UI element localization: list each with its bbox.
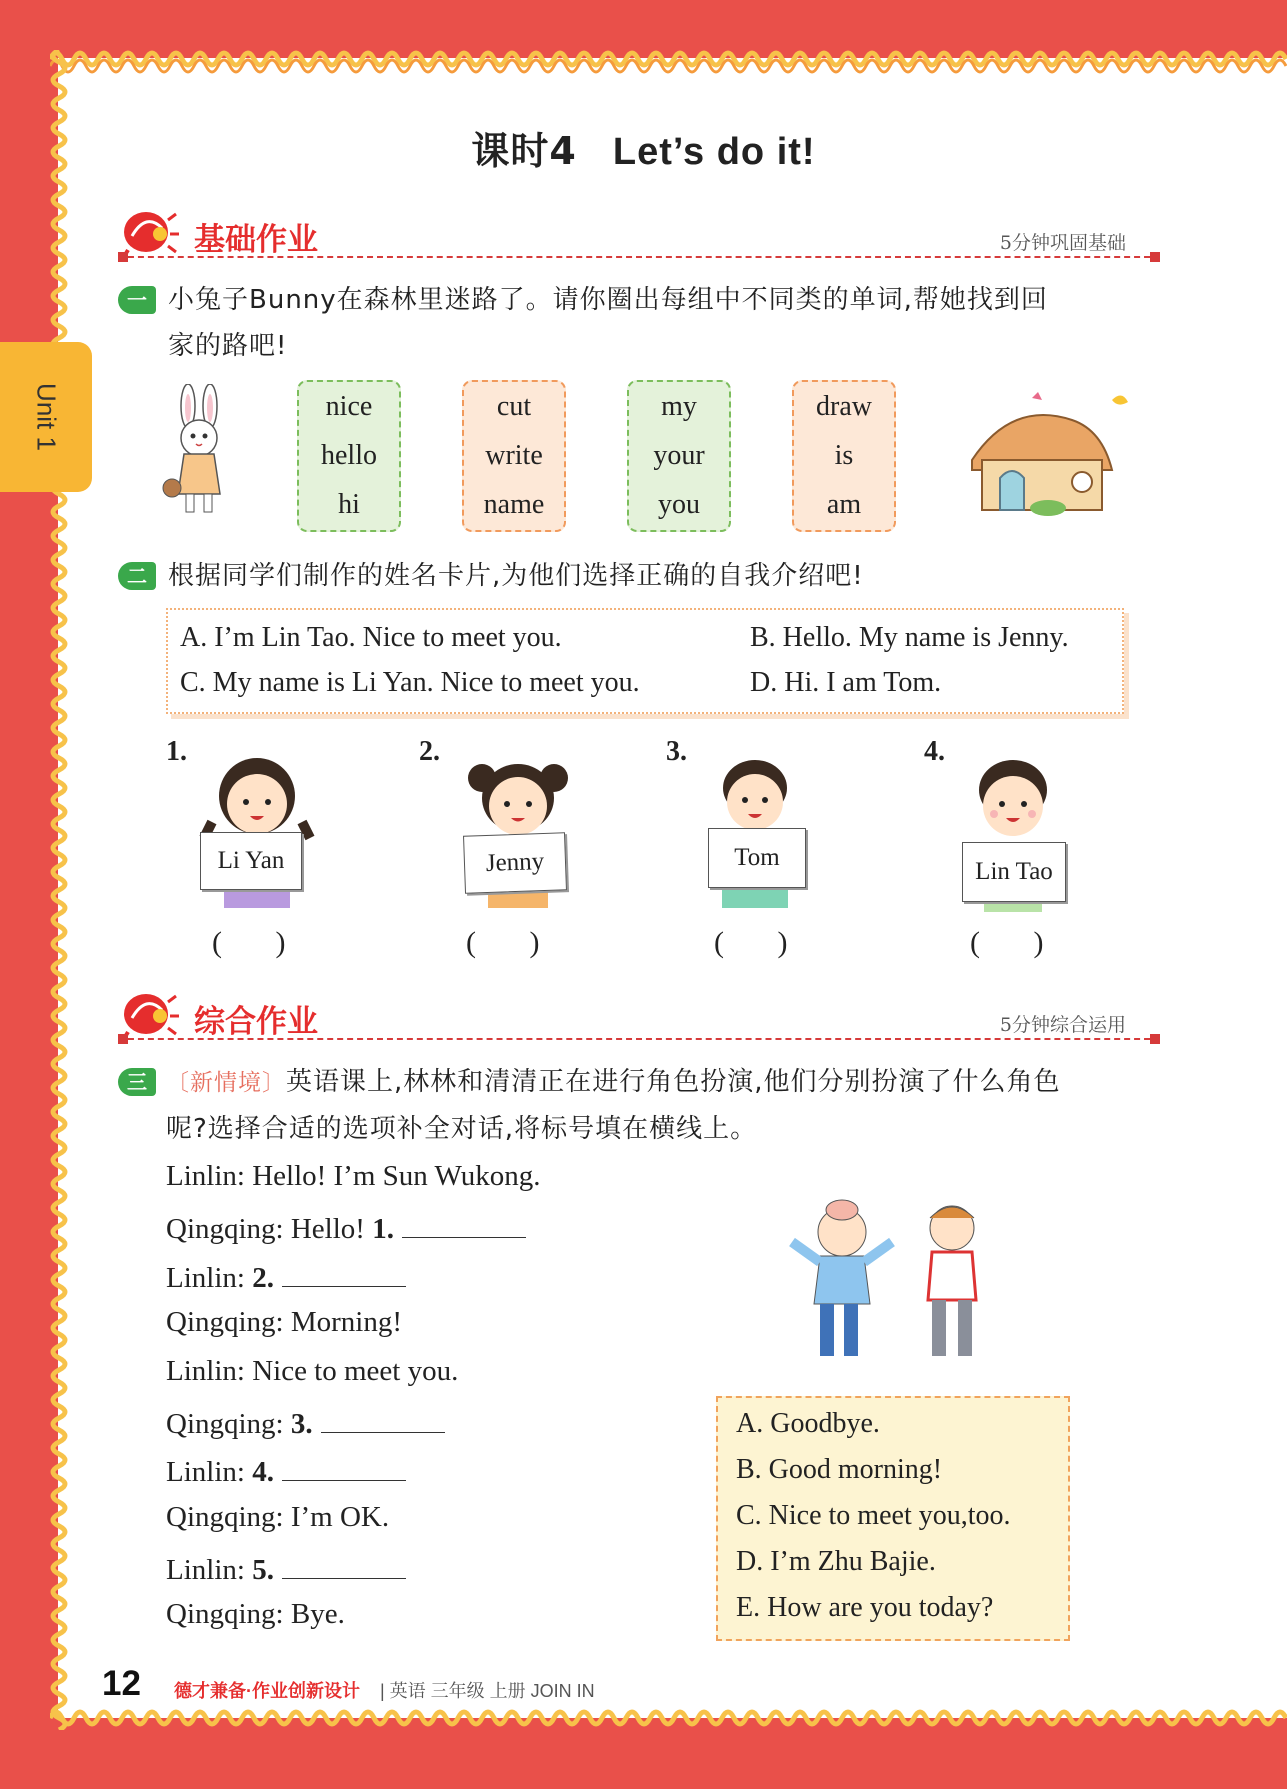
kid-number: 3. — [666, 736, 687, 767]
word-card-group-2 — [462, 380, 566, 532]
option-a: A. I’m Lin Tao. Nice to meet you. — [180, 622, 562, 653]
answer-blank[interactable] — [282, 1258, 406, 1287]
answer-blank[interactable] — [402, 1209, 526, 1238]
bunny-illustration — [158, 384, 244, 524]
page-title — [0, 120, 1287, 175]
unit-tab-label: Unit 1 — [31, 383, 62, 451]
question-badge-1: 一 — [118, 286, 156, 314]
word[interactable]: my — [661, 391, 697, 422]
divider-end-right — [1150, 1034, 1160, 1044]
question-1-text — [168, 277, 1168, 369]
dialogue-option-e: E. How are you today? — [736, 1592, 994, 1623]
kid-number: 1. — [166, 736, 187, 767]
dialogue-line: Linlin: Hello! I’m Sun Wukong. — [166, 1160, 541, 1192]
option-b: B. Hello. My name is Jenny. — [750, 622, 1069, 653]
word[interactable]: nice — [325, 391, 373, 422]
word[interactable]: hello — [321, 440, 377, 471]
dialogue-line: Linlin: 2. — [166, 1258, 406, 1295]
option-d: D. Hi. I am Tom. — [750, 667, 942, 698]
word[interactable]: is — [834, 440, 854, 471]
unit-tab[interactable] — [0, 342, 92, 492]
word[interactable]: cut — [496, 391, 532, 422]
question-3-line-2: 呢?选择合适的选项补全对话,将标号填在横线上。 — [166, 1114, 758, 1144]
answer-parens[interactable]: ( ) — [970, 926, 1044, 959]
lesson-number: 课时4 — [471, 129, 577, 173]
dialogue-line: Qingqing: Bye. — [166, 1598, 345, 1630]
wavy-border-bottom — [50, 1706, 1287, 1736]
option-c: C. My name is Li Yan. Nice to meet you. — [180, 667, 640, 698]
divider-end-left — [118, 252, 128, 262]
name-card-tom: Tom — [708, 828, 806, 888]
dialogue-line: Linlin: 5. — [166, 1550, 406, 1587]
lesson-title: Let’s do it! — [612, 131, 816, 173]
section-header-comprehensive — [118, 988, 1160, 1048]
word[interactable]: write — [485, 440, 543, 471]
question-1-line-1: 小兔子Bunny在森林里迷路了。请你圈出每组中不同类的单词,帮她找到回 — [168, 285, 1048, 315]
wavy-border-left — [44, 50, 74, 1730]
dialogue-line: Qingqing: I’m OK. — [166, 1501, 390, 1533]
word[interactable]: you — [658, 489, 700, 520]
section-divider — [118, 256, 1160, 258]
dialogue-line: Linlin: 4. — [166, 1452, 406, 1489]
dialogue-option-b: B. Good morning! — [736, 1454, 943, 1485]
word-card-group-1 — [297, 380, 401, 532]
name-card-jenny: Jenny — [463, 832, 567, 894]
intro-options-box — [166, 608, 1124, 714]
page-number: 12 — [102, 1664, 141, 1703]
new-context-tag: 〔新情境〕 — [166, 1070, 286, 1096]
question-3-line-1: 英语课上,林林和清清正在进行角色扮演,他们分别扮演了什么角色 — [286, 1067, 1061, 1097]
section-label: 基础作业 — [194, 222, 318, 258]
section-label: 综合作业 — [194, 1004, 318, 1040]
word[interactable]: name — [483, 489, 545, 520]
section-header-basic — [118, 206, 1160, 266]
page-footer — [102, 1664, 595, 1704]
name-card-lin-tao: Lin Tao — [962, 842, 1066, 902]
dialogue-option-d: D. I’m Zhu Bajie. — [736, 1546, 936, 1577]
dialogue-option-c: C. Nice to meet you,too. — [736, 1500, 1011, 1531]
house-illustration — [952, 390, 1132, 520]
answer-parens[interactable]: ( ) — [212, 926, 286, 959]
word[interactable]: hi — [338, 489, 360, 520]
word-card-group-4 — [792, 380, 896, 532]
word[interactable]: am — [826, 489, 862, 520]
name-card-li-yan: Li Yan — [200, 832, 302, 890]
footer-book-info: | 英语 三年级 上册 JOIN IN — [380, 1681, 595, 1701]
divider-end-left — [118, 1034, 128, 1044]
question-3-text — [166, 1059, 1176, 1152]
question-2-text: 根据同学们制作的姓名卡片,为他们选择正确的自我介绍吧! — [168, 561, 864, 591]
section-divider — [118, 1038, 1160, 1040]
dialogue-line: Linlin: Nice to meet you. — [166, 1355, 459, 1387]
word[interactable]: draw — [816, 391, 872, 422]
word-card-group-3 — [627, 380, 731, 532]
section-note: 5分钟巩固基础 — [999, 232, 1126, 254]
dialogue-line: Qingqing: Hello! 1. — [166, 1209, 526, 1246]
footer-brand: 德才兼备·作业创新设计 — [174, 1681, 360, 1701]
question-1-line-2: 家的路吧! — [168, 331, 288, 361]
question-badge-2: 二 — [118, 562, 156, 590]
answer-parens[interactable]: ( ) — [714, 926, 788, 959]
answer-blank[interactable] — [282, 1550, 406, 1579]
dialogue-option-a: A. Goodbye. — [736, 1408, 880, 1439]
answer-blank[interactable] — [282, 1452, 406, 1481]
section-note: 5分钟综合运用 — [999, 1014, 1126, 1036]
answer-blank[interactable] — [321, 1404, 445, 1433]
wavy-border-top — [50, 44, 1287, 74]
answer-parens[interactable]: ( ) — [466, 926, 540, 959]
kids-roleplay-illustration — [784, 1192, 1000, 1374]
dialogue-options-box — [716, 1396, 1070, 1641]
kid-number: 2. — [419, 736, 440, 767]
divider-end-right — [1150, 252, 1160, 262]
dialogue-line: Qingqing: Morning! — [166, 1306, 403, 1338]
dialogue-line: Qingqing: 3. — [166, 1404, 445, 1441]
question-badge-3: 三 — [118, 1068, 156, 1096]
word[interactable]: your — [653, 440, 705, 471]
kid-number: 4. — [924, 736, 945, 767]
